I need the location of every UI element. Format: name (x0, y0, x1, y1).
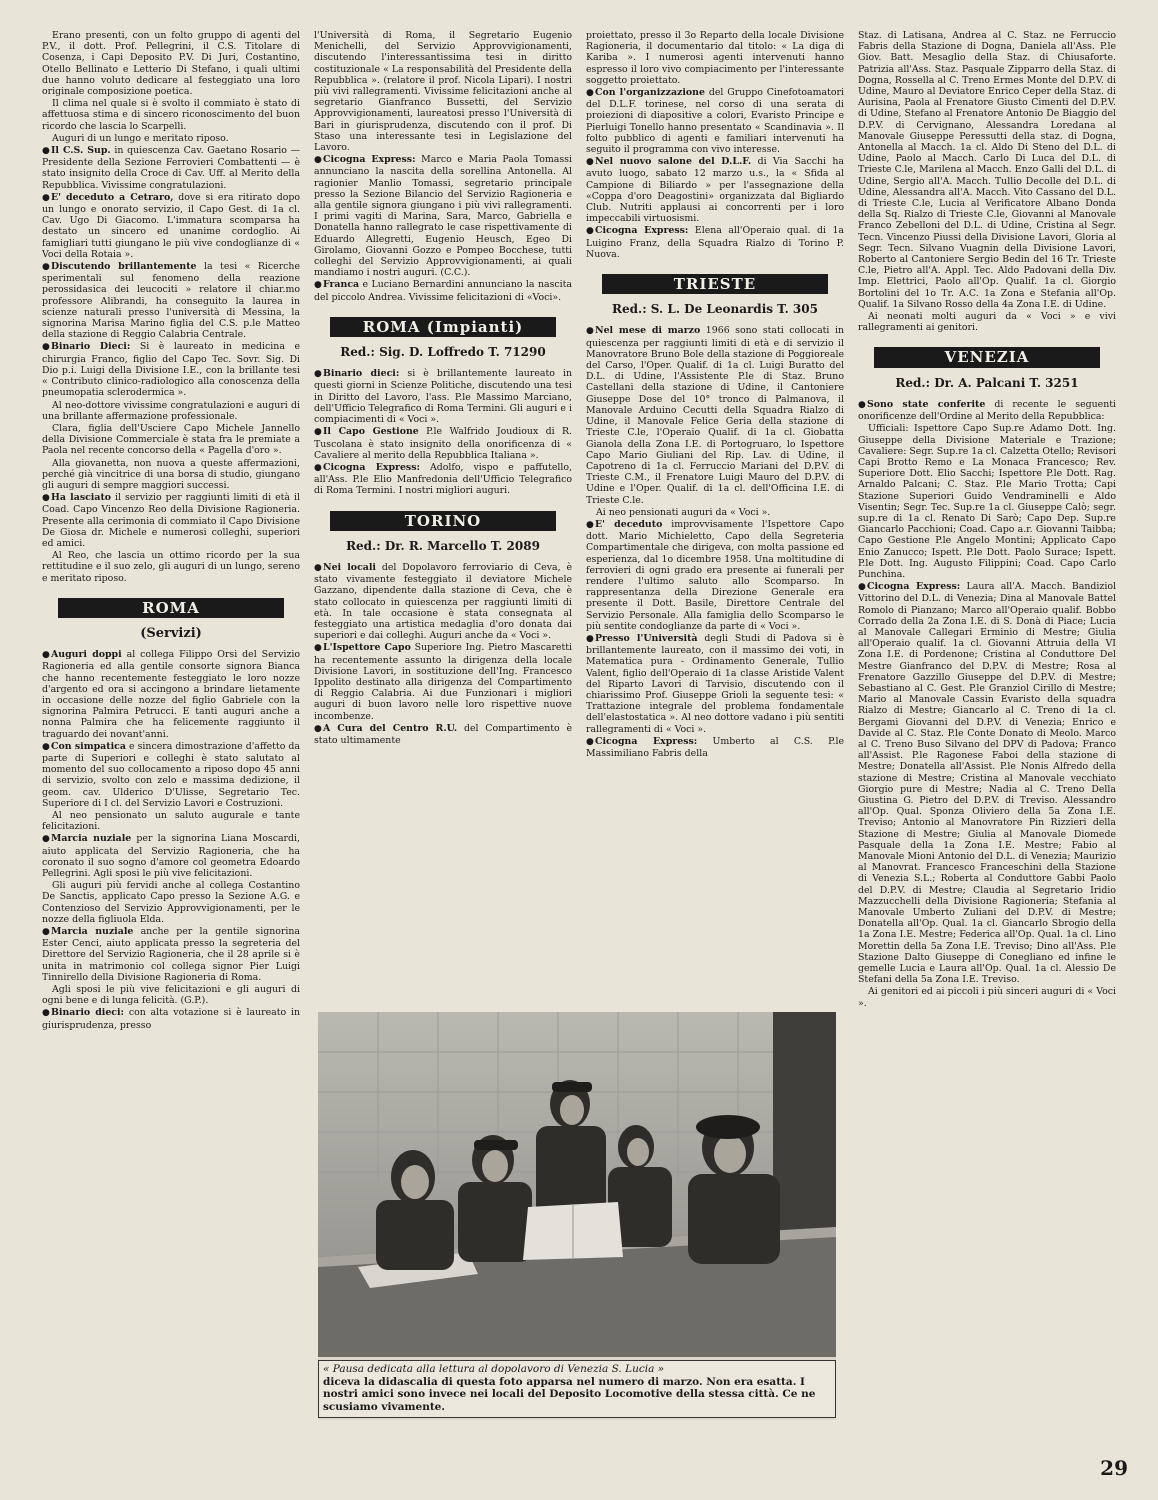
news-item (314, 279, 572, 302)
item-text: anche per la gentile signorina Ester Cenci, aiuto applicata presso la segreteria del Direttore del Servizio Ragioneria, che il 28 aprile si è unita in matrimonio col collega signor Pier Luigi Tinnirello della Divisione Ragioneria di Roma. (42, 926, 300, 983)
news-item (42, 145, 300, 191)
bullet-icon: ● (314, 280, 322, 291)
paragraph: Ai neonati molti auguri da « Voci » e vivi rallegramenti ai genitori. (858, 311, 1116, 334)
editor-line: Red.: Dr. A. Palcani T. 3251 (895, 375, 1079, 390)
news-item (42, 341, 300, 398)
bullet-icon: ● (42, 1008, 50, 1019)
photo-railway-workers-reading (318, 1012, 836, 1357)
photo-caption (318, 1360, 836, 1418)
item-text: Marco e Maria Paola Tomassi annunciano la nascita della sorellina Antonella. Al ragionier Manlio Tomassi, segretario principale presso la Sezione Bilancio del Servizio Ragioneria e alla gentile signora giungano i più vivi rallegramenti. I primi vagiti di Marina, Sara, Marco, Gabriella e Donatella hanno rallegrato le case rispettivamente di Eduardo Allegretti, Eugenio Heusch, Egeo Di Girolamo, Giovanni Gozzo e Pompeo Bocchese, tutti colleghi del Servizio Approvvigionamenti, ai quali mandiamo i nostri auguri. (C.C.). (314, 154, 572, 279)
paragraph: Al neo pensionato un saluto augurale e tante felicitazioni. (42, 810, 300, 833)
news-item (42, 926, 300, 983)
item-lead: Franca (323, 279, 360, 291)
caption-correction: diceva la didascalia di questa foto apparsa nel numero di marzo. Non era esatta. I nostri amici sono invece nei locali del Deposito Locomotive della stessa città. Ce ne scusiamo vivamente. (323, 1375, 816, 1413)
item-text: per la signorina Liana Moscardi, aiuto applicata del Servizio Ragioneria, che ha coronato il suo sogno d'amore col geometra Edoardo Pellegrini. Agli sposi le più vive felicitazioni. (42, 833, 300, 880)
column-4 (858, 30, 1116, 1470)
item-text: di recente le seguenti onorificenze dell'Ordine al Merito della Repubblica: (858, 398, 1116, 423)
news-item (314, 562, 572, 641)
bullet-icon: ● (314, 643, 322, 654)
item-lead: Marcia nuziale (51, 926, 134, 938)
news-item (314, 426, 572, 461)
news-item (42, 833, 300, 879)
item-text: dove si era ritirato dopo un lungo e onorato servizio, il Capo Gest. di 1a cl. Cav. Ugo Di Giacomo. L'immatura scomparsa ha destato un sincero ed unanime cordoglio. Ai famigliari tutti giungano le più vive condoglianze di « Voci della Rotaia ». (42, 191, 300, 260)
news-item (314, 462, 572, 497)
bullet-icon: ● (42, 927, 50, 938)
news-item (586, 87, 844, 155)
item-text: Si è laureato in medicina e chirurgia Franco, figlio del Capo Tec. Sovr. Sig. Di Dio p.i. Luigi della Divisione I.E., con la brillante tesi « Contributo clinico-radiologico alla conoscenza della pneumopatia sclerodermica ». (42, 341, 300, 399)
bullet-icon: ● (858, 582, 866, 593)
item-lead: L'Ispettore Capo (323, 642, 411, 654)
section-heading-roma-impianti: ROMA (Impianti) (330, 317, 556, 337)
item-lead: Con simpatica (51, 740, 126, 752)
bullet-icon: ● (586, 519, 594, 530)
news-item (42, 649, 300, 740)
bullet-icon: ● (42, 192, 50, 203)
news-item (314, 368, 572, 425)
paragraph: Ufficiali: Ispettore Capo Sup.re Adamo Dott. Ing. Giuseppe della Divisione Materiale e Trazione; Cavaliere: Segr. Sup.re 1a cl. Calzetta Otello; Revisori Capi Brotto Remo e La Monaca Francesco; Rev. Superiore Dott. Elio Sacchi; Ispettore P.le Dott. Rag. Arnaldo Palcani; C. Staz. P.le Mario Trotta; Capi Stazione Superiori Guido Vendraminelli e Aldo Visentin; Segr. Tec. Sup.re 1a cl. Giuseppe Calò; segr. sup.re di 1a cl. Renato Di Sarò; Capo Dep. Sup.re Giancarlo Pacchioni; Coad. Capo a.r. Giovanni Taibba; Capo Gestione P.le Angelo Montini; Applicato Capo Enio Zanucco; Ispett. P.le Dott. Paolo Surace; Ispett. P.le Dott. Ing. Augusto Filippini; Coad. Capo Carlo Punchina. (858, 423, 1116, 580)
item-lead: Binario dieci: (323, 368, 400, 380)
editor-line: Red.: S. L. De Leonardis T. 305 (612, 302, 818, 317)
paragraph: Agli sposi le più vive felicitazioni e gli auguri di ogni bene e di lunga felicità. (G.P.). (42, 984, 300, 1007)
photo-illustration (318, 1012, 836, 1357)
bullet-icon: ● (858, 399, 866, 410)
bullet-icon: ● (42, 741, 50, 752)
editor-line: Red.: Dr. R. Marcello T. 2089 (346, 538, 540, 553)
bullet-icon: ● (586, 157, 594, 168)
bullet-icon: ● (586, 736, 594, 747)
item-lead: Ha lasciato (51, 492, 112, 504)
paragraph: Gli auguri più fervidi anche al collega Costantino De Sanctis, applicato Capo presso la Sezione A.G. e Contenzioso del Servizio Approvvigionamenti, per le nozze della figliuola Elda. (42, 880, 300, 925)
paragraph: Al neo-dottore vivissime congratulazioni e auguri di una brillante affermazione professionale. (42, 399, 300, 422)
bullet-icon: ● (42, 834, 50, 845)
item-lead: Cicogna Express: (323, 461, 420, 473)
item-lead: Binario Dieci: (51, 341, 131, 353)
bullet-icon: ● (42, 650, 50, 661)
news-item (42, 492, 300, 549)
bullet-icon: ● (314, 369, 322, 380)
section-heading-venezia: VENEZIA (874, 347, 1100, 367)
news-item (42, 741, 300, 809)
subheading-servizi: (Servizi) (140, 625, 202, 641)
item-lead: A Cura del Centro R.U. (323, 722, 458, 734)
item-lead: Cicogna Express: (867, 581, 961, 593)
bullet-icon: ● (314, 723, 322, 734)
item-text: e sincera dimostrazione d'affetto da parte di Superiori e colleghi è stato salutato al momento del suo collocamento a riposo dopo 45 anni di servizio, svolto con zelo e massima dedizione, il geom. cav. Ulderico D'Ulisse, Segretario Tec. Superiore di I cl. del Servizio Lavori e Costruzioni. (42, 740, 300, 809)
item-lead: Auguri doppi (51, 649, 122, 661)
column-1 (42, 30, 300, 1470)
bullet-icon: ● (42, 342, 50, 353)
paragraph: Clara, figlia dell'Usciere Capo Michele Jannello della Divisione Commerciale è stata fra le premiate a Paola nel recente concorso della « Pagella d'oro ». (42, 422, 300, 457)
item-text: degli Studi di Padova si è brillantemente laureato, con il massimo dei voti, in Matematica pura - Ordinamento Generale, Tullio Valent, figlio dell'Operaio di 1a classe Aristide Valent del Riparto Lavori di Tarvisio, discutendo con il chiarissimo Prof. Giuseppe Grioli la seguente tesi: « Trattazione integrale del problema fondamentale dell'elastostatica ». Al neo dottore vadano i più sentiti rallegramenti di « Voci ». (586, 632, 844, 735)
section-heading-trieste: TRIESTE (602, 274, 828, 294)
item-text: del Compartimento è stato ultimamente (314, 722, 572, 746)
bullet-icon: ● (42, 493, 50, 504)
item-text: si è brillantemente laureato in questi giorni in Scienze Politiche, discutendo una tesi in Diritto del Lavoro, l'ass. P.le Massimo Marciano, dell'Ufficio Telegrafico di Roma Termini. Gli auguri e i compiacimenti di « Voci ». (314, 368, 572, 426)
news-item (42, 1007, 300, 1030)
bullet-icon: ● (586, 226, 594, 237)
item-text: in quiescenza Cav. Gaetano Rosario — Presidente della Sezione Ferrovieri Combattenti — è stato insignito della Croce di Cav. Uff. al Merito della Repubblica. Vivissime congratulazioni. (42, 145, 300, 191)
news-item (314, 723, 572, 746)
item-lead: Cicogna Express: (595, 735, 698, 747)
item-lead: Nel nuovo salone del D.L.F. (595, 156, 752, 168)
bullet-icon: ● (586, 326, 594, 337)
item-text: il servizio per raggiunti limiti di età il Coad. Capo Vincenzo Reo della Divisione Ragioneria. Presente alla cerimonia di commiato il Capo Divisione De Giosa dr. Michele e numerosi colleghi, superiori ed amici. (42, 492, 300, 549)
paragraph: proiettato, presso il 3o Reparto della locale Divisione Ragioneria, il documentario dal titolo: « La diga di Kariba ». I numerosi agenti intervenuti hanno espresso il loro vivo compiacimento per l'interessante soggetto proiettato. (586, 30, 844, 86)
item-lead: Nei locali (323, 561, 376, 573)
section-heading-roma: ROMA (58, 598, 284, 618)
paragraph: Auguri di un lungo e meritato riposo. (52, 132, 229, 144)
item-lead: Marcia nuziale (51, 833, 132, 845)
item-text: Laura all'A. Macch. Bandiziol Vittorino del D.L. di Venezia; Dina al Manovale Battel Romolo di Pianzano; Marco all'Operaio qualif. Bobbo Corrado della 2a Zona I.E. di S. Donà di Piace; Lucia al Manovale Callegari Erminio di Mestre; Giulia all'Operaio qualif. 1a cl. Giovanni Attruia della VI Zona I.E. di Pordenone; Cristina al Conduttore Del Mestre Gianfranco del D.P.V. di Mestre; Rosa al Frenatore Gazzillo Giuseppe del D.P.V. di Mestre; Sebastiano al C. Gest. P.le Granziol Cirillo di Mestre; Mario al Manovale Cassin Evaristo della squadra Rialzo di Mestre; Giancarlo al C. Treno di 1a cl. Bergami Giovanni del D.P.V. di Venezia; Enrico e Davide al C. Staz. P.le Conte Donato di Meolo. Marco al C. Treno Buso Silvano del DPV di Padova; Franco all'Assist. P.le Ragonese Faboi della stazione di Mestre; Donatella all'Assist. P.le Nonis Alfredo della stazione di Mestre; Cristina al Manovale vecchiato Giorgio pure di Mestre; Nadia al C. Treno Della Giustina G. Pietro del D.P.V. di Treviso. Alessandro all'Op. Qual. Sponza Oliviero della 5a Zona I.E. Treviso; Antonio al Manovratore Pin Rizzieri della Stazione di Mestre; Giulia al Manovale Diomede Pasquale della 1a Zona I.E. Mestre; Fabio al Manovale Mioni Antonio del D.L. di Venezia; Maurizio al Manovrat. Francesco Franceschini della Stazione di Venezia S.L.; Roberta al Conduttore Gabbi Paolo del D.P.V. di Mestre; Claudia al Segretario Iridio Mazzucchelli della Divisione Ragioneria; Stefania al Manovale Umberto Zuliani del D.P.V. di Mestre; Donatella all'Op. Qual. 1a cl. Giancarlo Sbrogio della 1a Zona I.E. Mestre; Federica all'Op. Qual. 1a cl. Lino Morettin della 5a Zona I.E. Treviso; Dino all'Ass. P.le Stazione Dalto Giuseppe di Conegliano ed infine le gemelle Lucia e Laura all'Op. Qual. 1a cl. Alessio De Stefani della 5a Zona I.E. Treviso. (858, 581, 1116, 986)
paragraph: Ai neo pensionati auguri da « Voci ». (596, 506, 771, 518)
item-lead: E' deceduto a Cetraro, (51, 191, 174, 203)
news-item (586, 633, 844, 735)
item-lead: Con l'organizzazione (595, 87, 705, 99)
news-item (314, 154, 572, 278)
item-lead: Presso l'Università (595, 632, 698, 644)
item-lead: Cicogna Express: (595, 225, 689, 237)
item-lead: Il Capo Gestione (323, 426, 419, 438)
paragraph: Ai genitori ed ai piccoli i più sinceri auguri di « Voci ». (858, 986, 1116, 1009)
item-text: di Via Sacchi ha avuto luogo, sabato 12 marzo u.s., la « Sfida al Campione di Biliardo » per l'assegnazione della «Coppa d'oro Deagostini» organizzata dal Bigliardo Club. Nutriti applausi ai concorrenti per i loro impeccabili virtuosismi. (586, 156, 844, 225)
item-text: con alta votazione si è laureato in giurisprudenza, presso (42, 1007, 300, 1031)
bullet-icon: ● (586, 88, 594, 99)
item-text: Elena all'Operaio qual. di 1a Luigino Franz, della Squadra Rialzo di Torino P. Nuova. (586, 225, 844, 260)
item-lead: Sono state conferite (867, 398, 986, 410)
bullet-icon: ● (586, 633, 594, 644)
bullet-icon: ● (42, 146, 50, 157)
news-item (586, 736, 844, 759)
paragraph: l'Università di Roma, il Segretario Eugenio Menichelli, del Servizio Approvvigionamenti, discutendo l'interessantissima tesi in diritto costituzionale « La responsabilità del Presidente della Repubblica ». (relatore il prof. Nicola Lipari). I nostri più vivi rallegramenti. Vivissime felicitazioni anche al segretario Gianfranco Bussetti, del Servizio Approvvigionamenti, laureatosi presso l'Università di Bari in giurisprudenza, discutendo con il prof. Di Staso una interessante tesi in Legislazione del Lavoro. (314, 30, 572, 154)
bullet-icon: ● (314, 462, 322, 473)
photo-block (318, 1012, 836, 1420)
news-item (314, 642, 572, 721)
paragraph: Al Reo, che lascia un ottimo ricordo per la sua rettitudine e il suo zelo, gli auguri di un lungo, sereno e meritato riposo. (42, 550, 300, 584)
paragraph: Erano presenti, con un folto gruppo di agenti del P.V., il dott. Prof. Pellegrini, il C.S. Titolare di Cosenza, i Capi Deposito P.V. Di Juri, Costantino, Otello Bellinato e Letterio Di Stefano, i quali ultimi due hanno voluto dedicare al festeggiato una loro originale composizione poetica. (42, 30, 300, 98)
caption-quote: « Pausa dedicata alla lettura al dopolavoro di Venezia S. Lucia » (323, 1363, 665, 1375)
item-lead: Cicogna Express: (323, 154, 416, 166)
item-text: e Luciano Bernardini annunciano la nascita del piccolo Andrea. Vivissime felicitazioni di «Voci». (314, 279, 572, 303)
editor-line: Red.: Sig. D. Loffredo T. 71290 (340, 345, 546, 360)
item-lead: E' deceduto (595, 518, 663, 530)
item-text: Adolfo, vispo e paffutello, all'Ass. P.le Elio Manfredonia dell'Ufficio Telegrafico di Roma Termini. I nostri migliori auguri. (314, 461, 572, 497)
bullet-icon: ● (314, 155, 322, 166)
paragraph: Alla giovanetta, non nuova a queste affermazioni, perché già vincitrice di una borsa di studio, giungano gli auguri di sempre maggiori successi. (42, 457, 300, 491)
news-item (586, 519, 844, 632)
item-text: improvvisamente l'Ispettore Capo dott. Mario Michieletto, Capo della Segreteria Compartimentale che dirigeva, con molta passione ed esperienza, dal 1o dicembre 1958. Una moltitudine di ferrovieri di ogni grado era presente ai funerali per rendere l'ultimo saluto allo Scomparso. In rappresentanza della Direzione Generale era presente il Dott. Basile, Direttore Centrale del Servizio Personale. Alla famiglia dello Scomparso le più sentite condoglianze da parte di « Voci ». (586, 518, 844, 632)
bullet-icon: ● (42, 262, 50, 273)
item-text: del Dopolavoro ferroviario di Ceva, è stato vivamente festeggiato il deviatore Michele Gazzano, dipendente dalla stazione di Ceva, che è stato collocato in quiescenza per raggiunti limiti di età. In tale occasione è stata consegnata al festeggiato una artistica medaglia d'oro donata dai superiori e dai colleghi. Auguri anche da « Voci ». (314, 561, 572, 642)
bullet-icon: ● (314, 562, 322, 573)
item-text: del Gruppo Cinefotoamatori del D.L.F. torinese, nel corso di una serata di proiezioni di diapositive a colori, Evaristo Principe e Pierluigi Tonello hanno presentato « Scandinavia ». Il folto pubblico di agenti e familiari intervenuti ha seguito il programma con vivo interesse. (586, 87, 844, 156)
item-lead: Discutendo brillantemente (51, 261, 197, 273)
news-item (858, 581, 1116, 985)
news-item (42, 192, 300, 260)
item-text: la tesi « Ricerche sperimentali sul fenomeno della reazione perossidasica dei leucociti » relatore il chiar.mo professore Alibrandi, ha conseguito la laurea in scienze naturali presso l'università di Messina, la signorina Marisa Marino figlia del C.S. p.le Matteo della stazione di Reggio Calabria Centrale. (42, 261, 300, 341)
news-item (586, 325, 844, 505)
section-heading-torino: TORINO (330, 511, 556, 531)
page-number: 29 (1100, 1456, 1128, 1480)
item-text: 1966 sono stati collocati in quiescenza per raggiunti limiti di età e di servizio il Manovratore Bruno Bole della stazione di Poggioreale del Carso, l'Oper. Qualif. di 1a cl. Luigi Buratto del D.L. di Udine, l'Assistente P.le di Staz. Bruno Castellani della stazione di Udine, il Cantoniere Giuseppe Dose del 10° tronco di Palmanova, il Manovale Arduino Cecutti della Squadra Rialzo di Udine, il Manovale Felice Geria della stazione di Trieste C.le, l'Operaio Qualif. di 1a cl. Giobatta Gianola della Zona I.E. di Portogruaro, lo Ispettore Capo Mario Giuliani del Rip. Lav. di Udine, il Capotreno di 1a cl. Ferruccio Mariani del D.P.V. di Trieste C.M., il Frenatore Luigi Mauro del D.P.V. di Udine e l'Oper. Qualif. di 1a cl. dell'Officina I.E. di Trieste C.le. (586, 325, 844, 506)
item-lead: Il C.S. Sup. (51, 145, 111, 157)
item-text: al collega Filippo Orsi del Servizio Ragioneria ed alla gentile consorte signora Bianca che hanno recentemente festeggiato le loro nozze d'argento ed ora si accingono a brindare lietamente in occasione delle nozze del figlio Gabriele con la signorina Palmira Petrucci. E tanti auguri anche a nonna Palmira che ha felicemente raggiunto il traguardo dei novant'anni. (42, 649, 300, 740)
bullet-icon: ● (314, 427, 322, 438)
paragraph: Il clima nel quale si è svolto il commiato è stato di affettuosa stima e di sincero riconoscimento del buon ricordo che lascia lo Scarpelli. (42, 98, 300, 132)
paragraph: Staz. di Latisana, Andrea al C. Staz. ne Ferruccio Fabris della Stazione di Dogna, Daniela all'Ass. P.le Giov. Batt. Mesaglio della Staz. di Chiusaforte. Patrizia all'Ass. Staz. Pasquale Zipparro della Staz. di Dogna, Rossella al C. Treno Ermes Monte del D.P.V. di Udine, Mauro al Deviatore Enrico Ceper della Staz. di Aurisina, Paola al Frenatore Giusto Cimenti del D.P.V. di Udine, Stefano al Frenatore Antonio De Biaggio del D.P.V. di Cervignano, Alessandra Loredana al Manovale Giuseppe Peressutti della staz. di Dogna, Antonella al Macch. 1a cl. Aldo Di Steno del D.L. di Udine, Paolo al Macch. Carlo Di Luca del D.L. di Trieste C.le, Marilena al Macch. Enzo Galli del D.L. di Udine, Sergio all'A. Macch. Tullio Decolle del D.L. di Udine, Alessandra all'A. Macch. Vito Cassano del D.L. di Trieste C.le, Lucia al Verificatore Albano Donda della Sq. Rialzo di Trieste C.le, Giovanni al Manovale Franco Zebelloni del D.L. di Udine, Cristina al Segr. Tecn. Vincenzo Piussi della Divisione Lavori, Gloria al Segr. Tecn. Silvano Vuagnin della Divisione Lavori, Roberto al Cantoniere Sergio Bedin del 16 Tr. Trieste C.le, Pietro all'A. Appl. Tec. Aldo Padovani della Div. Imp. Elettrici, Paolo all'Op. Qualif. 1a cl. Giorgio Bortolini del 1o Tr. A.C. 1a Zona e Stefania all'Op. Qualif. 1a Silvano Rosso della 4a Zona I.E. di Udine. (858, 30, 1116, 310)
item-text: P.le Walfrido Joudioux di R. Tuscolana è stato insignito della onorificenza di « Cavaliere al merito della Repubblica Italiana ». (314, 426, 572, 461)
item-text: Superiore Ing. Pietro Mascaretti ha recentemente assunto la dirigenza della locale Divisione Lavori, in sostituzione dell'Ing. Francesco Ippolito destinato alla dirigenza del Compartimento di Reggio Calabria. Ai due Funzionari i migliori auguri di buon lavoro nelle loro rispettive nuove incombenze. (314, 642, 572, 722)
news-item (586, 225, 844, 260)
item-lead: Nel mese di marzo (595, 325, 701, 337)
news-item (42, 261, 300, 340)
news-item (858, 399, 1116, 422)
news-item (586, 156, 844, 224)
item-text: Umberto al C.S. P.le Massimiliano Fabris della (586, 735, 844, 759)
item-lead: Binario dieci: (51, 1007, 125, 1019)
